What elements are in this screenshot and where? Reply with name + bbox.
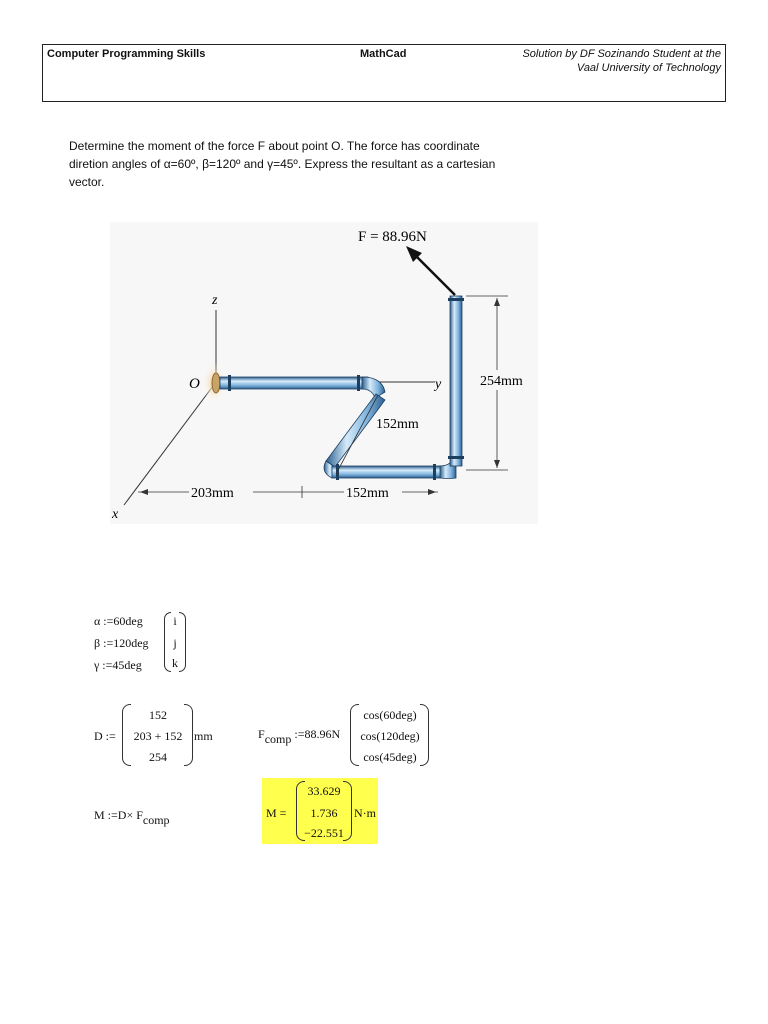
m-definition-main: M :=D× F	[94, 808, 143, 822]
origin-label: O	[189, 376, 200, 392]
pipe-segment-oa	[220, 377, 368, 389]
problem-line-1: Determine the moment of the force F about point O. The force has coordinate	[69, 139, 480, 153]
fcomp-assign: :=88.96N	[294, 727, 341, 741]
pipe-collar	[228, 375, 231, 391]
pipe-segment-bottom	[332, 466, 442, 478]
d-value-x: 152	[149, 708, 167, 722]
force-label: F = 88.96N	[358, 229, 427, 245]
pipe-figure	[110, 222, 538, 524]
fcomp-right-paren	[420, 704, 429, 766]
fcomp-label	[258, 727, 341, 746]
d-right-paren	[184, 704, 193, 766]
m-right-paren	[343, 781, 352, 841]
pipe-segment-vertical	[450, 296, 462, 466]
beta-definition: β :=120deg	[94, 636, 149, 650]
z-axis-label: z	[212, 293, 218, 308]
software-title: MathCad	[360, 48, 407, 60]
pipe-collar	[433, 464, 436, 480]
author-line-1: Solution by DF Sozinando Student at the	[522, 48, 721, 60]
y-axis-label: y	[435, 377, 442, 392]
m-result-label: M =	[266, 806, 287, 820]
document-header	[42, 44, 726, 102]
m-value-x: 33.629	[307, 784, 341, 798]
unit-vector-k: k	[172, 656, 178, 670]
m-unit: N·m	[354, 806, 376, 820]
problem-line-2: diretion angles of α=60º, β=120º and γ=45º. Express the resultant as a cartesian	[69, 157, 496, 171]
problem-line-3: vector.	[69, 175, 105, 189]
fcomp-label-sub: comp	[264, 732, 292, 746]
alpha-definition: α :=60deg	[94, 614, 143, 628]
problem-statement	[69, 137, 539, 191]
unit-vector-right-paren	[179, 612, 186, 672]
d-unit: mm	[194, 729, 213, 743]
dim-label-203: 203mm	[191, 486, 234, 501]
m-value-z: −22.551	[304, 826, 344, 840]
fcomp-value-z: cos(45deg)	[363, 750, 417, 764]
fcomp-label-main: F	[258, 727, 265, 741]
fcomp-value-x: cos(60deg)	[363, 708, 417, 722]
wall-flange	[212, 373, 220, 393]
d-label: D :=	[94, 729, 116, 743]
dim-label-152-bottom: 152mm	[346, 486, 389, 501]
figure-background	[110, 222, 538, 524]
unit-vector-j: j	[173, 636, 177, 650]
course-title: Computer Programming Skills	[47, 48, 206, 60]
unit-vector-i: i	[173, 614, 177, 628]
author-line-2: Vaal University of Technology	[576, 62, 721, 74]
m-value-y: 1.736	[310, 806, 338, 820]
m-definition-sub: comp	[142, 813, 170, 827]
dim-label-254: 254mm	[480, 374, 523, 389]
pipe-collar	[357, 375, 360, 391]
m-definition	[94, 808, 170, 827]
gamma-definition: γ :=45deg	[94, 658, 142, 672]
fcomp-value-y: cos(120deg)	[360, 729, 420, 743]
d-value-y: 203 + 152	[133, 729, 183, 743]
pipe-collar	[448, 298, 464, 301]
pipe-collar	[448, 456, 464, 459]
x-axis-label: x	[112, 507, 119, 522]
d-value-z: 254	[149, 750, 167, 764]
dim-label-152-mid: 152mm	[376, 417, 419, 432]
author-credit	[522, 47, 721, 75]
